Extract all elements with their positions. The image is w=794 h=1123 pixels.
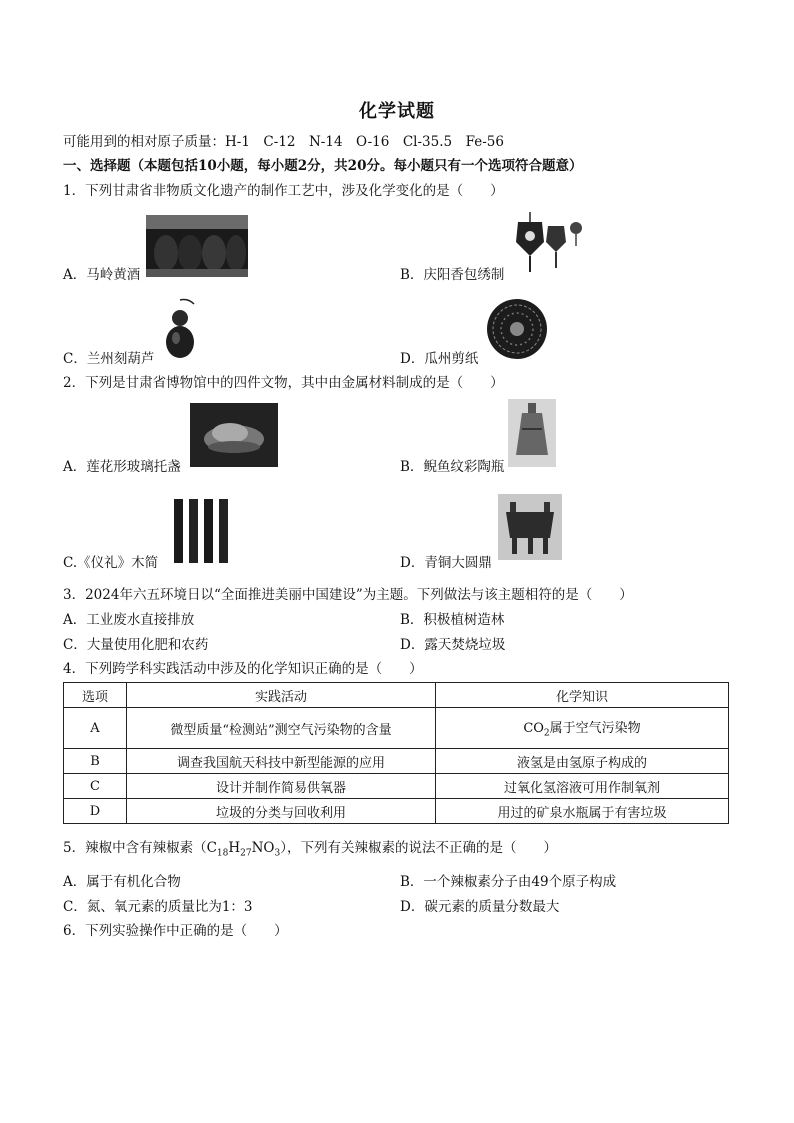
- glass-saucer-image: [190, 403, 278, 467]
- q3-option-c: C．大量使用化肥和农药: [63, 637, 209, 653]
- row-activity: 调查我国航天科技中新型能源的应用: [127, 749, 436, 774]
- q3-stem: 3．2024年六五环境日以“全面推进美丽中国建设”为主题。下列做法与该主题相符的是（ ）: [63, 587, 633, 603]
- q4-stem: 4．下列跨学科实践活动中涉及的化学知识正确的是（ ）: [63, 661, 423, 677]
- gourd-image: [160, 298, 200, 360]
- q2-stem: 2．下列是甘肃省博物馆中的四件文物，其中由金属材料制成的是（ ）: [63, 375, 504, 391]
- sachet-icon: [510, 212, 586, 274]
- q3-option-d: D．露天焚烧垃圾: [400, 637, 506, 653]
- header-option: 选项: [64, 683, 127, 708]
- row-knowledge: 用过的矿泉水瓶属于有害垃圾: [436, 799, 729, 824]
- q2-option-c: C.《仪礼》木简: [63, 555, 159, 571]
- q2-option-d: D．青铜大圆鼎: [400, 555, 492, 571]
- q5-option-a: A．属于有机化合物: [63, 874, 181, 890]
- q5-h: H: [228, 840, 241, 856]
- row-knowledge: [436, 708, 729, 749]
- row-option: B: [64, 749, 127, 774]
- q5-option-c: C．氮、氧元素的质量比为1：3: [63, 899, 253, 915]
- q5-option-d: D．碳元素的质量分数最大: [400, 899, 560, 915]
- formula-subscript: 2: [543, 728, 550, 739]
- q1-option-b: B．庆阳香包绣制: [400, 267, 505, 283]
- q3-option-b: B．积极植树造林: [400, 612, 505, 628]
- atomic-masses: 可能用到的相对原子质量：H-1 C-12 N-14 O-16 Cl-35.5 Fe-56: [63, 134, 504, 150]
- q5-stem: [63, 839, 557, 863]
- row-option: D: [64, 799, 127, 824]
- q4-table: [63, 682, 729, 824]
- q2-option-a: A．莲花形玻璃托盏: [63, 459, 181, 475]
- q5-stem-start: 5．辣椒中含有辣椒素（C: [63, 840, 217, 856]
- header-activity: 实践活动: [127, 683, 436, 708]
- q1-stem: 1．下列甘肃省非物质文化遗产的制作工艺中，涉及化学变化的是（ ）: [63, 183, 504, 199]
- paper-cut-image: [486, 298, 548, 360]
- paper-cut-icon: [486, 298, 548, 360]
- header-knowledge: 化学知识: [436, 683, 729, 708]
- q1-option-d: D．瓜州剪纸: [400, 351, 479, 367]
- table-header-row: [64, 683, 729, 708]
- q2-option-b: B．鲵鱼纹彩陶瓶: [400, 459, 505, 475]
- section-heading: 一、选择题（本题包括10小题，每小题2分，共20分。每小题只有一个选项符合题意）: [63, 158, 583, 174]
- q1-option-a: A．马岭黄酒: [63, 267, 141, 283]
- lotus-saucer-icon: [190, 403, 278, 467]
- row-option: C: [64, 774, 127, 799]
- row-activity: 微型质量“检测站”测空气污染物的含量: [127, 708, 436, 749]
- bamboo-slips-image: [172, 497, 230, 565]
- page-title: 化学试题: [359, 101, 435, 122]
- q1-option-c: C．兰州刻葫芦: [63, 351, 155, 367]
- yellow-wine-image: [146, 215, 248, 277]
- table-row: [64, 749, 729, 774]
- table-row: [64, 708, 729, 749]
- wine-jars-icon: [146, 215, 248, 277]
- bronze-ding-image: [498, 494, 562, 560]
- row-activity: 设计并制作简易供氧器: [127, 774, 436, 799]
- row-knowledge: 液氢是由氢原子构成的: [436, 749, 729, 774]
- q5-sub-h: 27: [240, 848, 252, 859]
- gourd-icon: [160, 298, 200, 360]
- pottery-bottle-image: [508, 399, 556, 467]
- bronze-ding-icon: [498, 494, 562, 560]
- formula-main: CO: [523, 721, 544, 737]
- q5-sub-o: 3: [274, 848, 281, 859]
- wooden-slips-icon: [172, 497, 230, 565]
- q5-stem-end: ），下列有关辣椒素的说法不正确的是（ ）: [280, 840, 557, 856]
- q5-option-b: B．一个辣椒素分子由49个原子构成: [400, 874, 617, 890]
- q5-sub-c: 18: [216, 848, 229, 859]
- row-knowledge: 过氧化氢溶液可用作制氧剂: [436, 774, 729, 799]
- q3-option-a: A．工业废水直接排放: [63, 612, 195, 628]
- table-row: [64, 799, 729, 824]
- formula-rest: 属于空气污染物: [549, 721, 641, 737]
- row-activity: 垃圾的分类与回收利用: [127, 799, 436, 824]
- sachet-image: [510, 212, 586, 274]
- q6-stem: 6．下列实验操作中正确的是（ ）: [63, 923, 288, 939]
- pottery-bottle-icon: [508, 399, 556, 467]
- q5-no: NO: [251, 840, 275, 856]
- table-row: [64, 774, 729, 799]
- row-option: A: [64, 708, 127, 749]
